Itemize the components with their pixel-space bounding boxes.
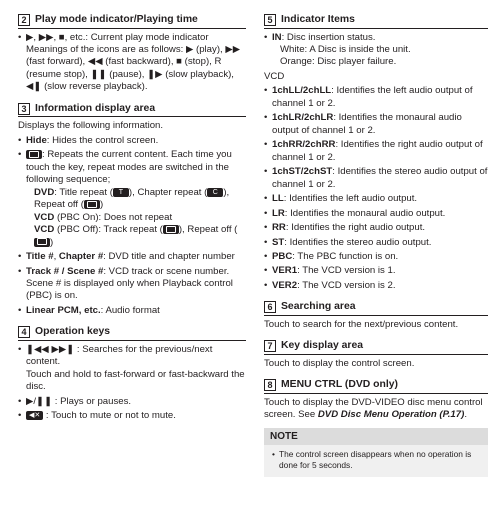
repeat-text: : Repeats the current content. Each time you touch the key, repeat modes are switched in the following sequence;: [26, 149, 232, 186]
title-repeat-icon: T: [113, 188, 129, 197]
indicator-term: RR: [272, 222, 286, 234]
hide-item: [18, 135, 246, 147]
vcd-label: VCD: [34, 224, 55, 236]
dvd-text: : Title repeat (: [54, 186, 113, 198]
indicator-term: LR: [272, 207, 285, 219]
key-display-text: Touch to display the control screen.: [264, 357, 415, 369]
indicator-term: PBC: [272, 251, 293, 263]
mute-item: [18, 410, 246, 422]
indicator-item: [264, 112, 488, 137]
track-repeat-icon: [163, 225, 179, 234]
search-keys-item: [18, 344, 246, 394]
pcm-item: [18, 305, 246, 317]
indicator-text: : The PBC function is on.: [292, 251, 399, 263]
indicator-item: [264, 139, 488, 164]
indicator-text: : Identifies the stereo audio output of channel 1 or 2.: [272, 166, 488, 190]
indicator-item: [264, 193, 488, 205]
indicator-text: : Identifies the stereo audio output.: [284, 236, 432, 248]
section-number: 3: [18, 103, 30, 115]
indicator-text: : Identifies the monaural audio output.: [284, 207, 446, 219]
section-number: 4: [18, 326, 30, 338]
indicator-term: VER2: [272, 279, 298, 291]
vcd-off-text: (PBC Off): Track repeat (: [56, 224, 163, 236]
indicator-item: [264, 85, 488, 110]
indicator-item: [264, 251, 488, 263]
in-term: IN: [272, 31, 282, 43]
hide-text: : Hides the control screen.: [46, 134, 159, 146]
indicator-term: 1chLL/2chLL: [272, 85, 332, 97]
left-column: [18, 13, 246, 425]
section-searching-header: [264, 300, 488, 316]
section-title: Play mode indicator/Playing time: [35, 14, 198, 25]
section-info-display-header: [18, 102, 246, 118]
mute-text: : Touch to mute or not to mute.: [45, 410, 176, 422]
pcm-term: Linear PCM, etc.: [26, 304, 101, 316]
section-play-mode-header: [18, 13, 246, 29]
section-title: Key display area: [281, 340, 364, 352]
track-scene-item: [18, 266, 246, 303]
indicator-text: : Identifies the right audio output of channel 1 or 2.: [272, 139, 483, 163]
section-operation-keys-header: [18, 325, 246, 341]
dvd-text: ): [99, 199, 104, 211]
indicator-term: VER1: [272, 265, 298, 277]
track-text: : VCD track or scene number. Scene # is displayed only when Playback control (PBC) is on.: [26, 265, 233, 302]
repeat-off-icon: [84, 200, 100, 209]
vcd-on-line: [26, 212, 246, 224]
repeat-item: [18, 149, 246, 249]
section-title: Information display area: [35, 102, 156, 114]
indicator-term: 1chST/2chST: [272, 166, 333, 178]
indicator-text: : Identifies the left audio output of channel 1 or 2.: [272, 85, 473, 109]
menu-ctrl-desc: Touch to display the DVD-VIDEO disc menu control screen. See: [264, 396, 483, 421]
search-keys-text: ❚◀◀ ▶▶❚ : Searches for the previous/next content.: [26, 343, 213, 368]
indicator-text: : Identifies the left audio output.: [283, 193, 418, 205]
section-title: Searching area: [281, 301, 356, 313]
section-title: Operation keys: [35, 326, 111, 338]
indicator-item: [264, 280, 488, 292]
vcd-label: VCD: [34, 211, 55, 223]
title-chapter-item: • Title #, Chapter #: DVD title and chapter number: [18, 251, 246, 263]
right-column: [264, 13, 488, 477]
section-key-display-header: [264, 339, 488, 355]
title-term: Title #: [26, 251, 54, 263]
indicator-term: 1chRR/2chRR: [272, 139, 336, 151]
dvd-label: DVD: [34, 186, 55, 198]
searching-text: Touch to search for the next/previous content.: [264, 318, 459, 330]
vcd-off-text: ), Repeat off (: [178, 224, 238, 236]
section-title: Indicator Items: [281, 14, 355, 25]
indicator-term: LL: [272, 193, 284, 205]
chapter-term: Chapter #: [58, 251, 104, 263]
dvd-text: ), Repeat off (: [34, 186, 230, 211]
indicator-item: [264, 166, 488, 191]
repeat-off-icon: [34, 238, 50, 247]
dvd-repeat-line: [26, 187, 246, 212]
section-number: 2: [18, 14, 30, 26]
menu-ctrl-link[interactable]: DVD Disc Menu Operation (P.17): [317, 409, 465, 421]
indicator-item: [264, 222, 488, 234]
vcd-heading: VCD: [264, 70, 285, 82]
section-number: 6: [264, 301, 276, 313]
play-mode-description: • ▶, ▶▶, ■, etc.: Current play mode indicator Meanings of the icons are as follows: ▶ (play), ▶▶ (fast forward), ◀◀ (fast backward), ■ (stop), R (resume stop), ❚❚ (pause), ❚▶ (slow playback), ◀❚ (slow reverse playback).: [18, 32, 246, 94]
section-number: 5: [264, 14, 276, 26]
hide-term: Hide: [26, 134, 47, 146]
in-white: White: A Disc is inside the unit.: [280, 43, 411, 55]
indicator-text: : The VCD version is 2.: [297, 279, 396, 291]
menu-ctrl-text: [264, 397, 488, 422]
vcd-on-text: (PBC On): Does not repeat: [56, 211, 173, 223]
indicator-text: : Identifies the monaural audio output of channel 1 or 2.: [272, 112, 462, 136]
note-body: [264, 445, 488, 477]
indicator-term: ST: [272, 236, 285, 248]
section-number: 7: [264, 340, 276, 352]
menu-ctrl-end: .: [464, 409, 467, 421]
pcm-text: : Audio format: [100, 304, 160, 316]
search-keys-hold-text: Touch and hold to fast-forward or fast-backward the disc.: [26, 368, 245, 393]
mute-icon: ◀✕: [26, 411, 43, 420]
section-title: MENU CTRL (DVD only): [281, 379, 398, 391]
dvd-text: ), Chapter repeat (: [128, 186, 208, 198]
track-term: Track # / Scene #: [26, 265, 104, 277]
in-orange: Orange: Disc player failure.: [280, 56, 397, 68]
section-indicator-header: [264, 13, 488, 29]
vcd-off-text: ): [50, 236, 54, 248]
note-title: NOTE: [264, 428, 488, 445]
note-box: [264, 428, 488, 477]
indicator-item: [264, 237, 488, 249]
indicator-item: [264, 265, 488, 277]
section-menu-ctrl-header: [264, 378, 488, 394]
in-text: : Disc insertion status.: [281, 31, 376, 43]
chapter-repeat-icon: C: [207, 188, 223, 197]
info-intro: Displays the following information.: [18, 120, 164, 132]
vcd-off-line: [26, 224, 246, 249]
indicator-term: 1chLR/2chLR: [272, 112, 334, 124]
indicator-list: [264, 85, 488, 292]
repeat-key-icon: [26, 150, 42, 159]
in-item: [264, 32, 488, 69]
play-pause-item: • ▶/❚❚ : Plays or pauses.: [18, 396, 246, 408]
indicator-text: : The VCD version is 1.: [297, 265, 396, 277]
note-item: • The control screen disappears when no operation is done for 5 seconds.: [272, 449, 480, 471]
section-number: 8: [264, 379, 276, 391]
title-text: : DVD title and chapter number: [103, 251, 235, 263]
indicator-item: [264, 208, 488, 220]
indicator-text: : Identifies the right audio output.: [285, 222, 426, 234]
